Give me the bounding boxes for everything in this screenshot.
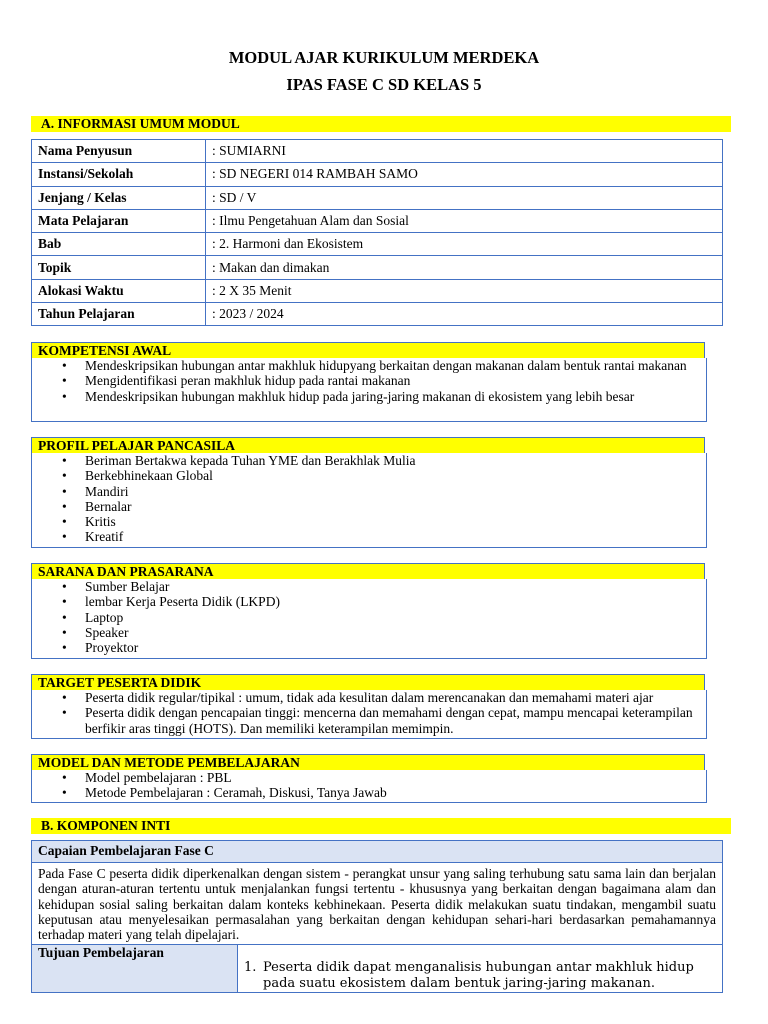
tujuan-row [32, 945, 722, 992]
info-value: : Ilmu Pengetahuan Alam dan Sosial [206, 209, 723, 232]
sarana-item: • Proyektor [85, 640, 706, 655]
info-label: Mata Pelajaran [32, 209, 206, 232]
document-subtitle: IPAS FASE C SD KELAS 5 [286, 75, 482, 94]
info-row [32, 256, 723, 279]
document-title: MODUL AJAR KURIKULUM MERDEKA [228, 48, 540, 67]
info-row [32, 279, 723, 302]
model-heading: MODEL DAN METODE PEMBELAJARAN [31, 754, 705, 770]
kompetensi-awal-list [31, 358, 707, 422]
tujuan-text: Peserta didik dapat menganalisis hubungan antar makhluk hidup pada suatu ekosistem dalam bentuk jaring-jaring makanan. [263, 960, 694, 991]
sarana-heading: SARANA DAN PRASARANA [31, 563, 705, 579]
kompetensi-item: • Mendeskripsikan hubungan makhluk hidup pada jaring-jaring makanan di ekosistem yang lebih besar [85, 389, 706, 404]
target-item: • Peserta didik dengan pencapaian tinggi: mencerna dan memahami dengan cepat, mampu mencapai keterampilan berfikir aras tinggi (HOTS). Dan memiliki keterampilan memimpin. [85, 705, 706, 736]
profil-item: • Bernalar [85, 499, 706, 514]
tujuan-number: 1. [244, 960, 257, 975]
sarana-item: • Laptop [85, 610, 706, 625]
profil-pelajar-list [31, 453, 707, 548]
profil-item: • Berkebhinekaan Global [85, 468, 706, 483]
info-row [32, 163, 723, 186]
tujuan-label: Tujuan Pembelajaran [32, 945, 238, 992]
profil-item: • Kritis [85, 514, 706, 529]
profil-item: • Mandiri [85, 484, 706, 499]
info-value: : 2 X 35 Menit [206, 279, 723, 302]
info-label: Tahun Pelajaran [32, 303, 206, 326]
info-table [31, 139, 723, 326]
info-label: Bab [32, 233, 206, 256]
sarana-item: • Speaker [85, 625, 706, 640]
info-row [32, 186, 723, 209]
info-value: : Makan dan dimakan [206, 256, 723, 279]
section-a-heading: A. INFORMASI UMUM MODUL [31, 116, 731, 132]
model-item: • Model pembelajaran : PBL [85, 770, 706, 785]
info-row [32, 140, 723, 163]
model-item: • Metode Pembelajaran : Ceramah, Diskusi, Tanya Jawab [85, 785, 706, 800]
info-row [32, 233, 723, 256]
info-value: : SUMIARNI [206, 140, 723, 163]
info-label: Nama Penyusun [32, 140, 206, 163]
section-b-heading: B. KOMPONEN INTI [31, 818, 731, 834]
info-value: : SD / V [206, 186, 723, 209]
profil-pelajar-heading: PROFIL PELAJAR PANCASILA [31, 437, 705, 453]
info-row [32, 209, 723, 232]
kompetensi-item: • Mengidentifikasi peran makhluk hidup pada rantai makanan [85, 373, 706, 388]
kompetensi-item: • Mendeskripsikan hubungan antar makhluk hidupyang berkaitan dengan makanan dalam bentuk rantai makanan [85, 358, 706, 373]
target-item: • Peserta didik regular/tipikal : umum, tidak ada kesulitan dalam merencanakan dan memahami materi ajar [85, 690, 706, 705]
info-label: Alokasi Waktu [32, 279, 206, 302]
info-label: Jenjang / Kelas [32, 186, 206, 209]
sarana-list [31, 579, 707, 659]
sarana-item: • lembar Kerja Peserta Didik (LKPD) [85, 594, 706, 609]
info-value: : 2023 / 2024 [206, 303, 723, 326]
profil-item: • Kreatif [85, 529, 706, 544]
target-heading: TARGET PESERTA DIDIK [31, 674, 705, 690]
capaian-text: Pada Fase C peserta didik diperkenalkan dengan sistem - perangkat unsur yang saling terhubung satu sama lain dan berjalan dengan aturan-aturan tertentu untuk menjalankan fungsi tertentu - khususnya yang berkaitan dengan bagaimana alam dan kehidupan sosial saling berkaitan dalam konteks kebhinekaan. Peserta didik melakukan suatu tindakan, mengambil suatu keputusan atau menyelesaikan permasalahan yang berkaitan dengan kehidupan sehari-hari berdasarkan pemahamannya terhadap materi yang telah dipelajari. [32, 863, 722, 945]
capaian-heading: Capaian Pembelajaran Fase C [32, 841, 722, 863]
komponen-inti-table [31, 840, 723, 993]
target-list [31, 690, 707, 739]
info-label: Instansi/Sekolah [32, 163, 206, 186]
info-value: : SD NEGERI 014 RAMBAH SAMO [206, 163, 723, 186]
sarana-item: • Sumber Belajar [85, 579, 706, 594]
model-list [31, 770, 707, 803]
profil-item: • Beriman Bertakwa kepada Tuhan YME dan Berakhlak Mulia [85, 453, 706, 468]
info-row [32, 303, 723, 326]
info-label: Topik [32, 256, 206, 279]
tujuan-item [238, 945, 722, 992]
kompetensi-awal-heading: KOMPETENSI AWAL [31, 342, 705, 358]
info-value: : 2. Harmoni dan Ekosistem [206, 233, 723, 256]
